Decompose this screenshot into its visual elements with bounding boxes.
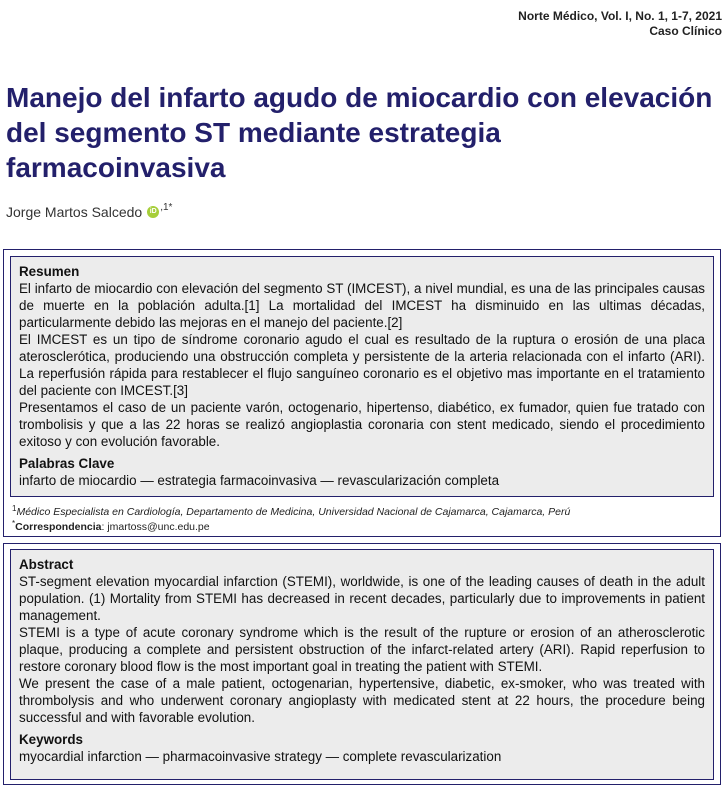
resumen-box	[10, 256, 714, 497]
resumen-paragraph: Presentamos el caso de un paciente varón, octogenario, hipertenso, diabético, ex fumador, quien fue tratado con trombolisis y que a las 22 horas se realizó angioplastia coronaria con stent medicado, siendo el procedimiento exitoso y con evolución favorable.	[19, 400, 705, 449]
journal-header	[518, 9, 722, 39]
abstract-heading: Abstract	[19, 557, 74, 572]
author-line	[6, 201, 173, 220]
palabras-clave-heading: Palabras Clave	[19, 456, 115, 471]
abstract-box	[10, 549, 714, 780]
abstract-paragraph: We present the case of a male patient, octogenarian, hypertensive, diabetic, ex-smoker, who was treated with thrombolysis and who underwent coronary angioplasty with medicated stent at 22 hours, the procedure being successful and with favorable evolution.	[19, 676, 705, 725]
author-name: Jorge Martos Salcedo	[6, 204, 143, 220]
affiliation-footnote: $^1$Médico Especialista en Cardiología, Departamento de Medicina, Universidad Nacional de Cajamarca, Cajamarca, Perú	[12, 504, 571, 518]
footnotes	[12, 505, 570, 535]
palabras-clave: infarto de miocardio — estrategia farmacoinvasiva — revascularización completa	[19, 473, 500, 488]
author-affiliation-marker: ,1*	[160, 201, 173, 213]
keywords-heading: Keywords	[19, 732, 83, 747]
abstract-frame	[3, 543, 721, 785]
abstract-paragraph: ST-segment elevation myocardial infarction (STEMI), worldwide, is one of the leading causes of death in the adult population. (1) Mortality from STEMI has decreased in recent decades, particularly due to improvements in patient management.	[19, 574, 705, 623]
resumen-paragraph: El IMCEST es un tipo de síndrome coronario agudo el cual es resultado de la ruptura o erosión de una placa aterosclerótica, produciendo una obstrucción completa y persistente de la arteria relacionada con el infarto (ARI). La reperfusión rápida para restablecer el flujo sanguíneo coronario es el objetivo mas importante en el tratamiento del paciente con IMCEST.[3]	[19, 332, 705, 398]
resumen-frame	[3, 249, 721, 537]
keywords: myocardial infarction — pharmacoinvasive strategy — complete revascularization	[19, 749, 502, 764]
article-title: Manejo del infarto agudo de miocardio con elevación del segmento ST mediante estrategia farmacoinvasiva	[6, 82, 713, 183]
article-type: Caso Clínico	[649, 24, 722, 38]
resumen-paragraph: El infarto de miocardio con elevación del segmento ST (IMCEST), a nivel mundial, es una de las principales causas de muerte en la población adulta.[1] La mortalidad del IMCEST ha disminuido en las ultimas décadas, particularmente debido las mejoras en el manejo del paciente.[2]	[19, 281, 705, 330]
correspondence-email[interactable]: : jmartoss@unc.edu.pe	[101, 521, 210, 533]
journal-citation: Norte Médico, Vol. I, No. 1, 1-7, 2021	[518, 9, 722, 23]
orcid-icon[interactable]: iD	[147, 206, 159, 218]
abstract-paragraph: STEMI is a type of acute coronary syndrome which is the result of the rupture or erosion of an atherosclerotic plaque, producing a complete and persistent obstruction of the infarct-related artery (ARI). Rapid reperfusion to restore coronary blood flow is the most important goal in treating the patient with STEMI.	[19, 625, 705, 674]
correspondence-footnote: *Correspondencia: jmartoss@unc.edu.pe	[12, 519, 210, 533]
resumen-heading: Resumen	[19, 264, 80, 279]
